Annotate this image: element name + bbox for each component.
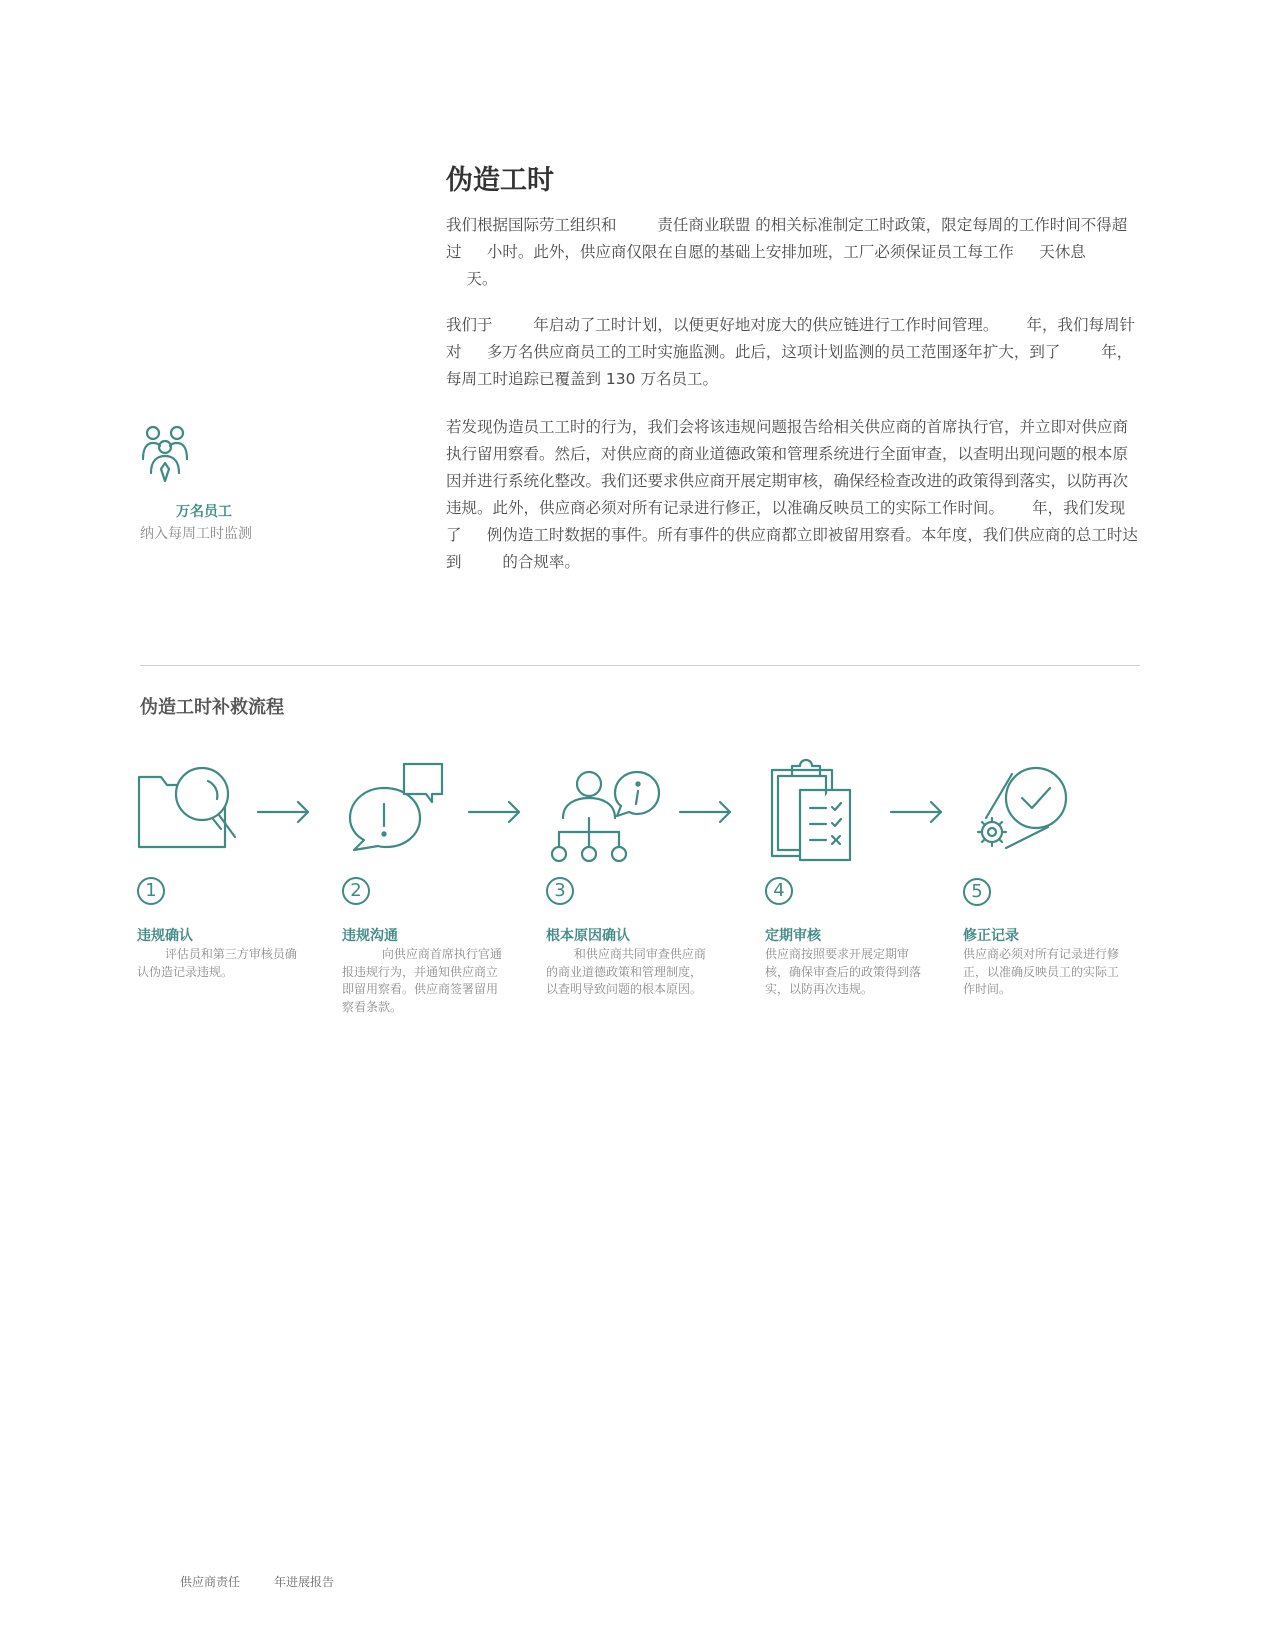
paragraph-program: 我们于 年启动了工时计划，以便更好地对庞大的供应链进行工作时间管理。 年，我们每周针对 多万名供应商员工的工时实施监测。此后，这项计划监测的员工范围逐年扩大，到了 年，每周工时追踪已覆盖到 130 万名员工。 — [446, 316, 1136, 388]
step-description: 评估员和第三方审核员确认伪造记录违规。 — [137, 947, 297, 979]
arrow-right-icon — [256, 800, 312, 824]
step-description: 供应商必须对所有记录进行修正，以准确反映员工的实际工作时间。 — [963, 947, 1120, 996]
step-number: 4 — [765, 877, 793, 905]
step-title: 修正记录 — [963, 928, 1019, 944]
people-group-icon — [140, 423, 196, 485]
clipboard-checklist-icon — [770, 758, 852, 862]
step-title: 根本原因确认 — [546, 928, 630, 944]
arrow-right-icon — [678, 800, 734, 824]
stat-callout — [140, 423, 320, 543]
arrow-right-icon — [889, 800, 945, 824]
step-description: 和供应商共同审查供应商的商业道德政策和管理制度，以查明导致问题的根本原因。 — [546, 947, 706, 996]
footer-right: 年进展报告 — [274, 1575, 335, 1589]
folder-magnifier-icon — [137, 763, 241, 853]
step-title: 违规确认 — [137, 928, 193, 944]
stat-label: 纳入每周工时监测 — [140, 526, 252, 542]
page-footer — [180, 1573, 334, 1590]
process-title: 伪造工时补救流程 — [140, 697, 284, 718]
step-title: 定期审核 — [765, 928, 821, 944]
step-description: 向供应商首席执行官通报违规行为，并通知供应商立即留用察看。供应商签署留用察看条款。 — [342, 947, 502, 1014]
paragraph-policy: 我们根据国际劳工组织和 责任商业联盟 的相关标准制定工时政策，限定每周的工作时间不得超过 小时。此外，供应商仅限在自愿的基础上安排加班，工厂必须保证员工每工作 天休息 天。 — [446, 216, 1128, 288]
stat-value: 万名员工 — [176, 504, 232, 520]
step-description: 供应商按照要求开展定期审核，确保审查后的政策得到落实，以防再次违规。 — [765, 947, 922, 996]
page-title: 伪造工时 — [446, 165, 554, 196]
section-divider — [140, 665, 1140, 666]
alert-speech-icon — [348, 762, 444, 852]
org-info-icon — [551, 770, 663, 862]
step-title: 违规沟通 — [342, 928, 398, 944]
gear-check-icon — [972, 766, 1068, 852]
paragraph-remediation: 若发现伪造员工工时的行为，我们会将该违规问题报告给相关供应商的首席执行官，并立即对供应商执行留用察看。然后，对供应商的商业道德政策和管理系统进行全面审查，以查明出现问题的根本原因并进行系统化整改。我们还要求供应商开展定期审核，确保经检查改进的政策得到落实，以防再次违规。此外，供应商必须对所有记录进行修正，以准确反映员工的实际工作时间。 年，我们发现了 例伪造工时数据的事件。所有事件的供应商都立即被留用察看。本年度，我们供应商的总工时达到 的合规率。 — [446, 418, 1138, 571]
step-number: 3 — [546, 877, 574, 905]
step-number: 2 — [342, 877, 370, 905]
arrow-right-icon — [467, 800, 523, 824]
step-number: 5 — [963, 878, 991, 906]
step-number: 1 — [137, 877, 165, 905]
footer-left: 供应商责任 — [180, 1575, 241, 1589]
